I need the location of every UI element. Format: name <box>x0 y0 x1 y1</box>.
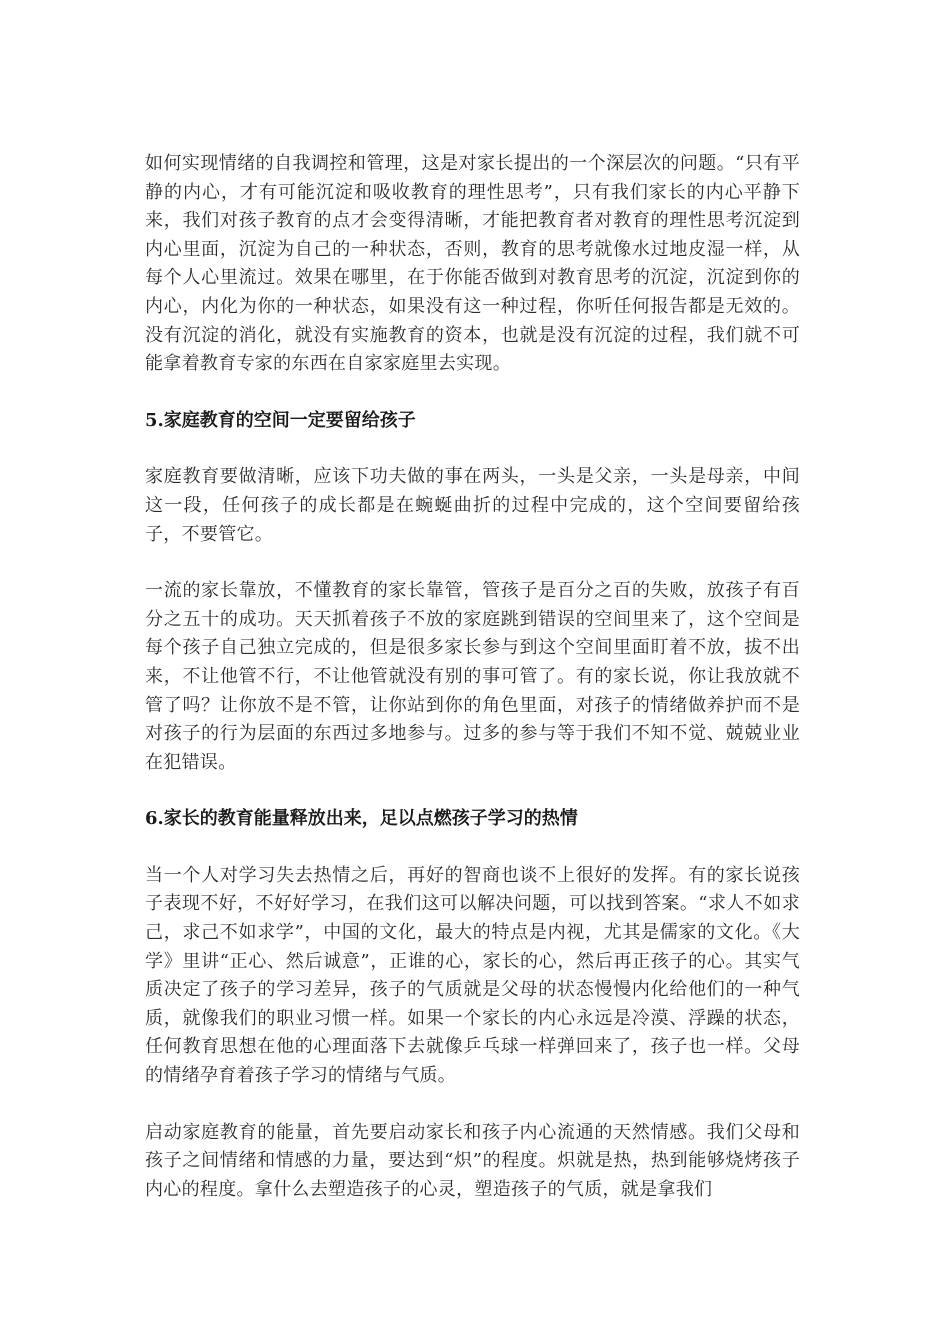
section-heading-6: 6.家长的教育能量释放出来，足以点燃孩子学习的热情 <box>145 808 578 830</box>
paragraph-educational-energy: 启动家庭教育的能量，首先要启动家长和孩子内心流通的天然情感。我们父母和孩子之间情绪和情感的力量，要达到“炽”的程度。炽就是热，热到能够烧烤孩子内心的程度。拿什么去塑造孩子的心灵，塑造孩子的气质，就是拿我们 <box>145 1121 800 1200</box>
paragraph-letting-go: 一流的家长靠放，不懂教育的家长靠管，管孩子是百分之百的失败，放孩子有百分之五十的成功。天天抓着孩子不放的家庭跳到错误的空间里来了，这个空间是每个孩子自己独立完成的，但是很多家长参与到这个空间里面盯着不放，拔不出来，不让他管不行，不让他管就没有别的事可管了。有的家长说，你让我放就不管了吗？让你放不是不管，让你站到你的角色里面，对孩子的情绪做养护而不是对孩子的行为层面的东西过多地参与。过多的参与等于我们不知不觉、兢兢业业在犯错误。 <box>145 580 800 773</box>
section-heading-5: 5.家庭教育的空间一定要留给孩子 <box>145 409 416 431</box>
paragraph-family-space: 家庭教育要做清晰，应该下功夫做的事在两头，一头是父亲，一头是母亲，中间这一段，任何孩子的成长都是在蜿蜒曲折的过程中完成的，这个空间要留给孩子，不要管它。 <box>145 466 800 545</box>
paragraph-learning-passion: 当一个人对学习失去热情之后，再好的智商也谈不上很好的发挥。有的家长说孩子表现不好，不好好学习，在我们这可以解决问题，可以找到答案。“求人不如求己，求己不如求学”，中国的文化，最大的特点是内视，尤其是儒家的文化。《大学》里讲“正心、然后诚意”，正谁的心，家长的心，然后再正孩子的心。其实气质决定了孩子的学习差异，孩子的气质就是父母的状态慢慢内化给他们的一种气质，就像我们的职业习惯一样。如果一个家长的内心永远是冷漠、浮躁的状态，任何教育思想在他的心理面落下去就像乒乓球一样弹回来了，孩子也一样。父母的情绪孕育着孩子学习的情绪与气质。 <box>145 864 800 1087</box>
paragraph-emotion-regulation: 如何实现情绪的自我调控和管理，这是对家长提出的一个深层次的问题。“只有平静的内心，才有可能沉淀和吸收教育的理性思考”，只有我们家长的内心平静下来，我们对孩子教育的点才会变得清晰，才能把教育者对教育的理性思考沉淀到内心里面，沉淀为自己的一种状态，否则，教育的思考就像水过地皮湿一样，从每个人心里流过。效果在哪里，在于你能否做到对教育思考的沉淀，沉淀到你的内心，内化为你的一种状态，如果没有这一种过程，你听任何报告都是无效的。没有沉淀的消化，就没有实施教育的资本，也就是没有沉淀的过程，我们就不可能拿着教育专家的东西在自家家庭里去实现。 <box>145 153 800 375</box>
